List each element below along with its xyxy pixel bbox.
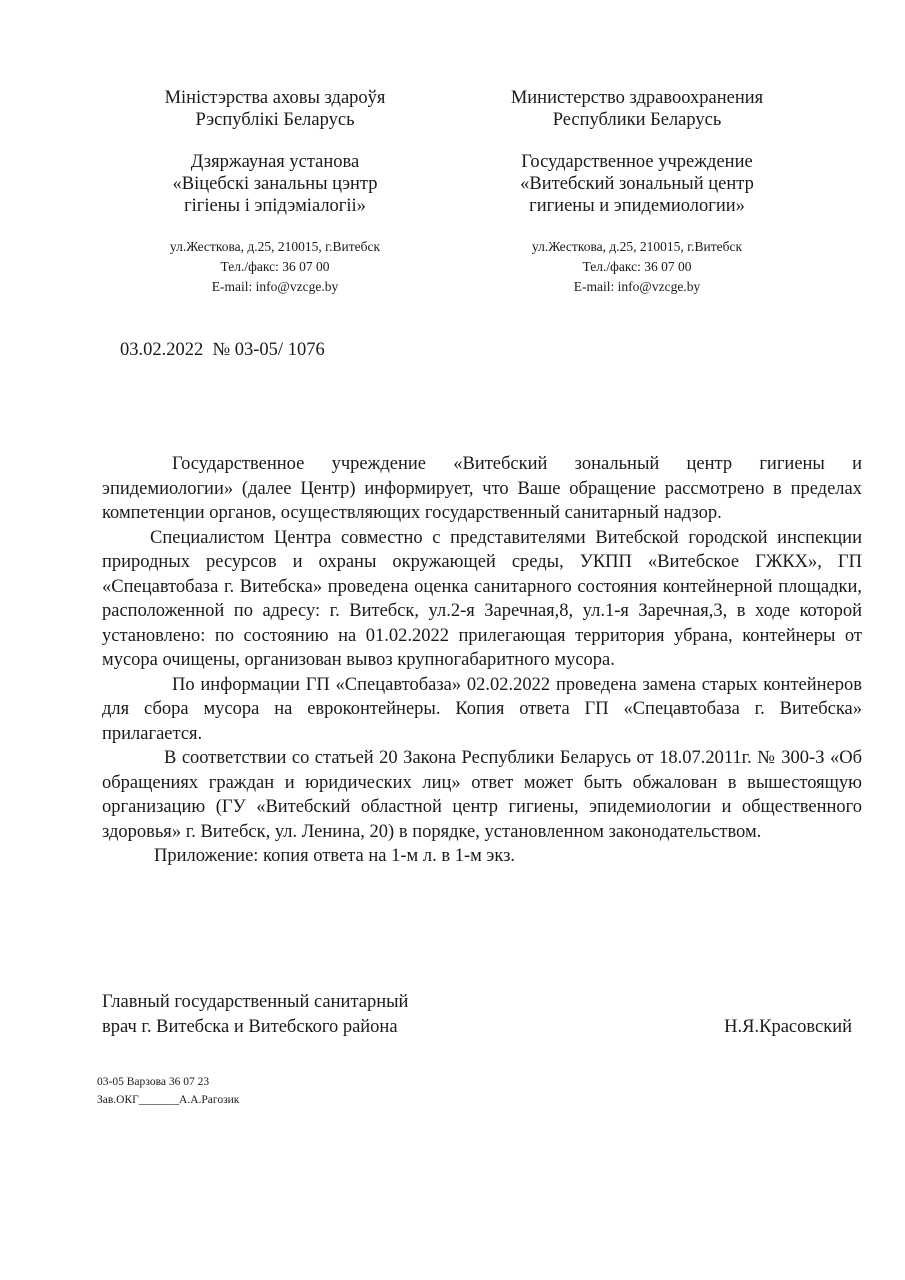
phone: Тел./факс: 36 07 00: [582, 259, 692, 274]
institution-line: Государственное учреждение: [521, 152, 753, 172]
ministry-line: Министерство здравоохранения: [510, 88, 764, 108]
paragraph: Специалистом Центра совместно с представителями Витебской городской инспекции природных ресурсов и охраны окружающей среды, УКПП «Витебское ГЖКХ», ГП «Спецавтобаза г. Витебска» проведена оценка санитарного состояния контейнерной площадки, расположенной по адресу: г. Витебск, ул.2-я Заречная,8, ул.1-я Заречная,3, в ходе которой установлено: по состоянию на 01.02.2022 прилегающая территория убрана, контейнеры от мусора очищены, организован вывоз крупногабаритного мусора.: [102, 527, 862, 670]
executor-note: 03-05 Варзова 36 07 23: [97, 1076, 210, 1088]
registration-line: [120, 340, 325, 361]
header-russian: [457, 87, 817, 297]
signer-title: Главный государственный санитарный: [102, 992, 409, 1012]
address: ул.Жесткова, д.25, 210015, г.Витебск: [169, 239, 381, 254]
footer-notes: [97, 1073, 239, 1109]
attachment-note: Приложение: копия ответа на 1-м л. в 1-м экз.: [154, 846, 516, 866]
ministry-line: Республики Беларусь: [552, 110, 722, 130]
ministry-line: Рэспублікі Беларусь: [195, 110, 355, 130]
approval-note: Зав.ОКГ_______А.А.Рагозик: [97, 1094, 240, 1106]
signature-block: [102, 990, 862, 1040]
registration-number: № 03-05/ 1076: [212, 340, 325, 360]
email: E-mail: info@vzcge.by: [573, 279, 701, 294]
signer-name: Н.Я.Красовский: [724, 1017, 852, 1037]
paragraph: По информации ГП «Спецавтобаза» 02.02.2022 проведена замена старых контейнеров для сбора мусора на евроконтейнеры. Копия ответа ГП «Спецавтобаза г. Витебска» прилагается.: [102, 674, 862, 744]
ministry-line: Міністэрства аховы здароўя: [164, 88, 386, 108]
institution-line: гігіены і эпідэміалогіі»: [184, 196, 366, 216]
paragraph: Государственное учреждение «Витебский зональный центр гигиены и эпидемиологии» (далее Центр) информирует, что Ваше обращение рассмотрено в пределах компетенции органов, осуществляющих государственный санитарный надзор.: [102, 454, 862, 523]
email: E-mail: info@vzcge.by: [211, 279, 339, 294]
registration-date: 03.02.2022: [120, 340, 204, 360]
paragraph: В соответствии со статьей 20 Закона Республики Беларусь от 18.07.2011г. № 300-З «Об обращениях граждан и юридических лиц» ответ может быть обжалован в вышестоящую организацию (ГУ «Витебский областной центр гигиены, эпидемиологии и общественного здоровья» г. Витебск, ул. Ленина, 20) в порядке, установленном законодательством.: [102, 748, 862, 842]
phone: Тел./факс: 36 07 00: [220, 259, 330, 274]
signer-title: врач г. Витебска и Витебского района: [102, 1017, 398, 1037]
institution-line: гигиены и эпидемиологии»: [529, 196, 745, 216]
institution-line: «Витебский зональный центр: [520, 174, 754, 194]
header-belarusian: [95, 87, 455, 297]
institution-line: «Віцебскі занальны цэнтр: [172, 174, 378, 194]
letter-body: [102, 452, 862, 869]
address: ул.Жесткова, д.25, 210015, г.Витебск: [531, 239, 743, 254]
institution-line: Дзяржауная установа: [190, 152, 360, 172]
